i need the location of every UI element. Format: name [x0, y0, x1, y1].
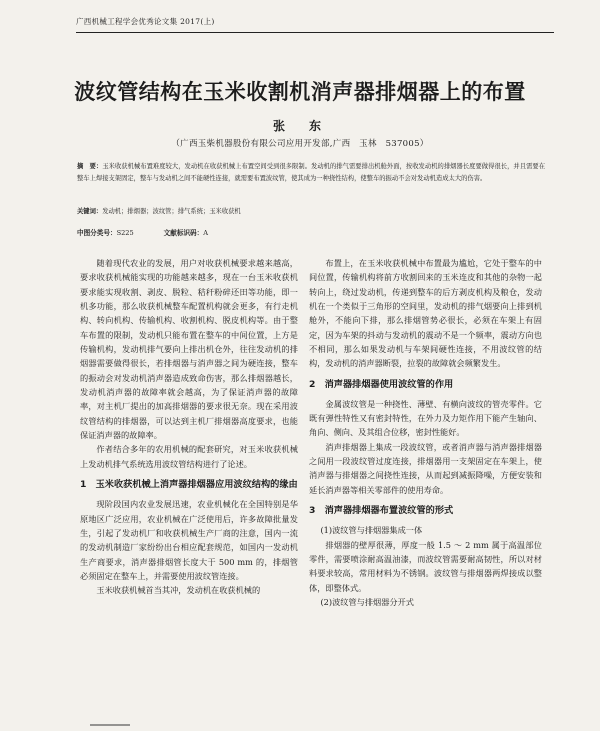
classification-line	[77, 227, 545, 237]
body-column-right	[309, 256, 542, 609]
article-title: 波纹管结构在玉米收割机消声器排烟器上的布置	[74, 80, 526, 104]
doc-code-label: 文献标识码：	[163, 229, 204, 237]
affiliation: （广西玉柴机器股份有限公司应用开发部,广西 玉林 537005）	[171, 139, 429, 149]
subsection-heading: (2)波纹管与排烟器分开式	[320, 596, 414, 607]
running-head: 广西机械工程学会优秀论文集 2017(上)	[76, 17, 215, 26]
subsection-heading: (1)波纹管与排烟器集成一体	[320, 525, 423, 536]
author: 张 东	[272, 119, 327, 133]
abstract-text: 玉米收获机械布置难度较大，发动机在收获机械上布置空间受到很多限制。发动机的排气需要排出机舱外面，按收发动机的排烟器长度要做得很长，并且需要在整车上焊接支架固定，整车与发动机之间不能硬性连接，就需要布置波纹管，使其成为一种挠性结构，使整车的振动不会对发动机造成太大的伤害。	[77, 163, 546, 182]
page-number-mark	[90, 724, 130, 731]
paragraph: 布置上，在玉米收获机械中布置最为尴尬，它处于整车的中间位置，传输机构将前方收割回来的玉米连皮和其他的杂物一起转向上，绕过发动机，传递到整车的后方剥皮机构及粮仓，发动机在一个类似于三角形的空间里，发动机的排气烟要向上排到机舱外，不能向下排，那么排烟管势必很长，必须在车架上有固定，因为车架的抖动与发动机的震动不是一个频率，震动方向也不相同，那么如果发动机与车架间硬性连接，不用波纹管的结构，发动机的消声器断裂，拉裂的故障就会频繁发生。	[309, 258, 542, 369]
paragraph: 消声排烟器上集成一段波纹管，或者消声器与消声器排烟器之间用一段波纹管过度连接，排烟器用一支架固定在车架上，使消声器与排烟器之间挠性连接，从而起到减振降噪，方便安装和延长消声器等相关零部件的使用寿命。	[309, 441, 542, 495]
paragraph: 排烟器的壁厚很薄，厚度一般 1.5 ～ 2 mm 属于高温部位零件，需要喷涂耐高温油漆，而波纹管需要耐高韧性，所以对材料要求较高，常用材料为不锈钢。波纹管与排烟器两焊接成以整体，即整体式。	[309, 539, 542, 593]
section-heading-2: 2 消声器排烟器使用波纹管的作用	[309, 378, 454, 390]
keywords	[77, 207, 545, 217]
clc-label: 中图分类号：	[77, 229, 117, 237]
keywords-label: 关键词：	[77, 208, 103, 215]
paragraph: 作者结合多年的农用机械的配套研究，对玉米收获机械上发动机排气系统选用波纹管结构进行了论述。	[80, 444, 298, 469]
paragraph: 现阶段国内农业发展迅速，农业机械化在全国特别是华原地区广泛应用，农业机械在广泛使用后，许多故障批量发生，引起了发动机厂和收获机械生产厂商的注意，国内一流的发动机制造厂家纷纷出台相应配套规范，如国内一发动机生产商要求，消声器排烟管长度大于 500 mm 的，排烟管必须固定在整车上，并需要使用波纹管连接。	[80, 499, 298, 581]
header-rule	[76, 32, 554, 33]
clc-value: S225	[116, 229, 134, 237]
paragraph: 金属波纹管是一种挠性、薄壁、有横向波纹的管壳零件。它既有弹性特性又有密封特性，在外力及力矩作用下能产生轴向、角向、侧向、及其组合位移，密封性能好。	[309, 398, 542, 438]
section-heading-3: 3 消声器排烟器布置波纹管的形式	[309, 505, 454, 517]
abstract-label: 摘 要：	[77, 163, 103, 170]
keywords-text: 发动机；排烟器；波纹管；排气系统；玉米收获机	[102, 208, 241, 215]
paragraph: 随着现代农业的发展，用户对收获机械要求越来越高，要求收获机械能实现的功能越来越多，现在一台玉米收获机要求能实现收割、剥皮、脱粒、秸秆粉碎还田等功能，即一机多功能，那么收获机械整车配置机构就会更多，有行走机构、转向机构、传输机构、收割机构、脱皮机构等。由于整车布置的限制，发动机只能布置在整车的中间位置，上方是传输机构，发动机排气要向上排出机仓外，往往发动机的排烟器需要做得很长，若排烟器与消声器之间为硬连接，整车的振动会对发动机消声器造成致命伤害，那么排烟器越长，发动机消声器的故障率就会越高，为了保证消声器的故障率，对主机厂提出的加高排烟器的要求很无奈。现在采用波纹管结构的排烟器，可以达到主机厂排烟器高度要求，也能保证消声器的故障率。	[80, 258, 298, 441]
doc-code-value: A	[203, 229, 208, 237]
paragraph: 玉米收获机械首当其冲，发动机在收获机械的	[96, 585, 261, 596]
abstract	[77, 161, 545, 184]
body-column-left	[80, 256, 298, 598]
section-heading-1: 1 玉米收获机械上消声器排烟器应用波纹结构的缘由	[80, 479, 298, 491]
